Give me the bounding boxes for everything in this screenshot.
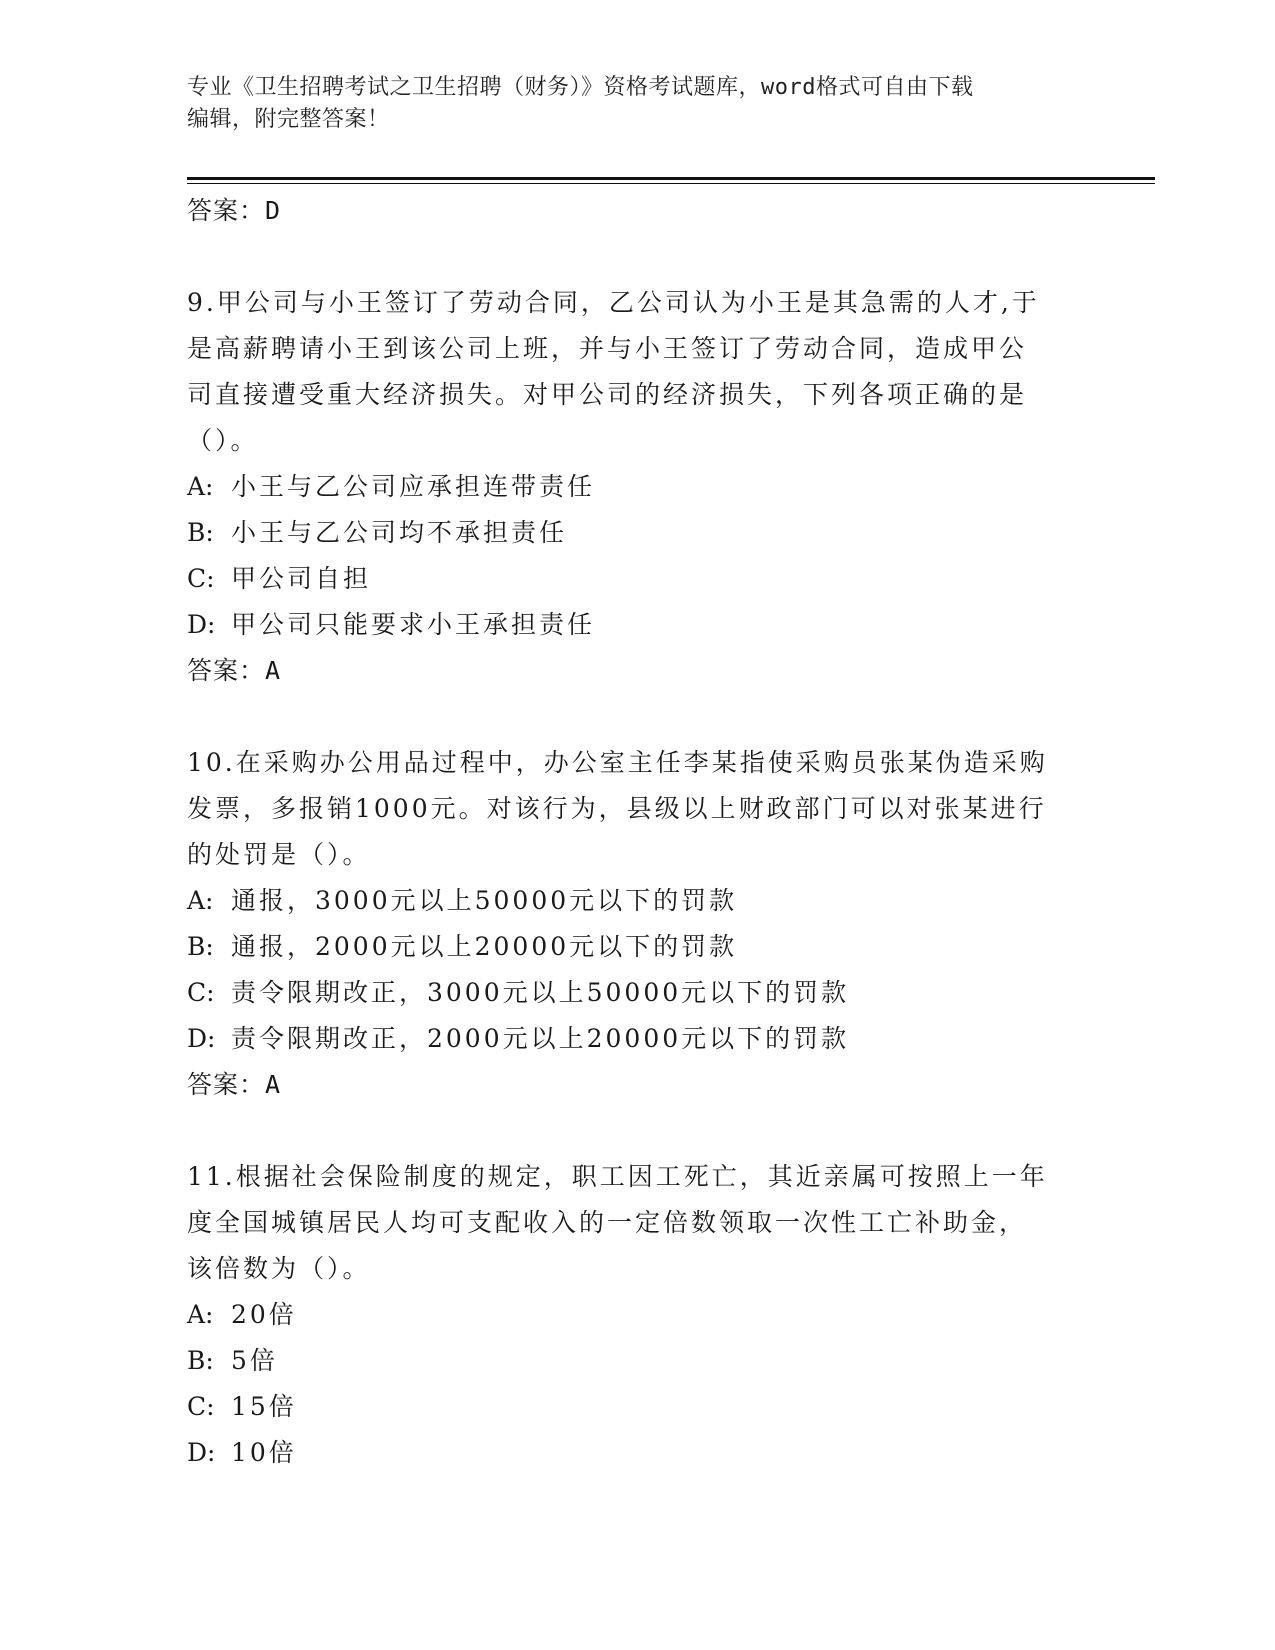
question-text-line: 10.在采购办公用品过程中，办公室主任李某指使采购员张某伪造采购 [187,748,1048,777]
answer-label: 答案： [187,1070,266,1099]
question-list [187,280,1087,1476]
question-text-line: 9.甲公司与小王签订了劳动合同，乙公司认为小王是其急需的人才,于 [187,288,1040,317]
option-text: 小王与乙公司应承担连带责任 [231,472,596,501]
option-key: B: [187,932,214,961]
question-text-line: 度全国城镇居民人均可支配收入的一定倍数领取一次性工亡补助金， [187,1208,1028,1237]
question-text-line: 该倍数为（）。 [187,1254,371,1283]
option-text: 20倍 [231,1300,297,1329]
option-d [187,1430,1087,1476]
document-header [187,72,1067,136]
option-key: A: [187,1300,214,1329]
question-text-line: 11.根据社会保险制度的规定，职工因工死亡，其近亲属可按照上一年 [187,1162,1048,1191]
option-key: B: [187,518,214,547]
previous-answer [187,188,1087,234]
question-text-line: （）。 [187,426,259,455]
question-text-line: 的处罚是（）。 [187,840,371,869]
answer-label: 答案： [187,656,266,685]
answer-value: A [265,656,282,685]
answer-label: 答案： [187,196,266,225]
option-b [187,510,1087,556]
option-text: 通报，3000元以上50000元以下的罚款 [231,886,738,915]
option-text: 责令限期改正，3000元以上50000元以下的罚款 [231,978,850,1007]
option-text: 甲公司只能要求小王承担责任 [231,610,596,639]
option-key: A: [187,886,214,915]
option-b [187,924,1087,970]
question-9 [187,280,1087,694]
option-b [187,1338,1087,1384]
header-line-1: 专业《卫生招聘考试之卫生招聘（财务）》资格考试题库，word格式可自由下载 [187,75,974,100]
option-c [187,556,1087,602]
answer-value: A [265,1070,282,1099]
option-text: 甲公司自担 [231,564,372,593]
option-text: 通报，2000元以上20000元以下的罚款 [231,932,738,961]
option-a [187,878,1087,924]
option-text: 15倍 [231,1392,297,1421]
question-text-line: 司直接遭受重大经济损失。对甲公司的经济损失，下列各项正确的是 [187,380,1028,409]
answer-value: D [265,196,282,225]
answer-line [187,1062,1087,1108]
option-c [187,1384,1087,1430]
header-line-2: 编辑，附完整答案！ [187,107,390,132]
answer-line [187,648,1087,694]
option-d [187,602,1087,648]
question-11 [187,1154,1087,1476]
option-key: C: [187,564,215,593]
option-key: D: [187,610,216,639]
option-key: C: [187,1392,215,1421]
option-key: C: [187,978,215,1007]
option-text: 10倍 [231,1438,297,1467]
option-key: A: [187,472,214,501]
header-divider-thin [187,183,1155,184]
option-c [187,970,1087,1016]
option-key: D: [187,1024,216,1053]
option-text: 责令限期改正，2000元以上20000元以下的罚款 [231,1024,850,1053]
option-key: D: [187,1438,216,1467]
question-text-line: 发票，多报销1000元。对该行为，县级以上财政部门可以对张某进行 [187,794,1047,823]
option-a [187,464,1087,510]
question-text-line: 是高薪聘请小王到该公司上班，并与小王签订了劳动合同，造成甲公 [187,334,1028,363]
document-body [187,188,1087,1476]
option-text: 5倍 [231,1346,278,1375]
question-10 [187,740,1087,1108]
option-text: 小王与乙公司均不承担责任 [231,518,568,547]
option-d [187,1016,1087,1062]
option-a [187,1292,1087,1338]
option-key: B: [187,1346,214,1375]
header-divider-thick [187,177,1155,180]
